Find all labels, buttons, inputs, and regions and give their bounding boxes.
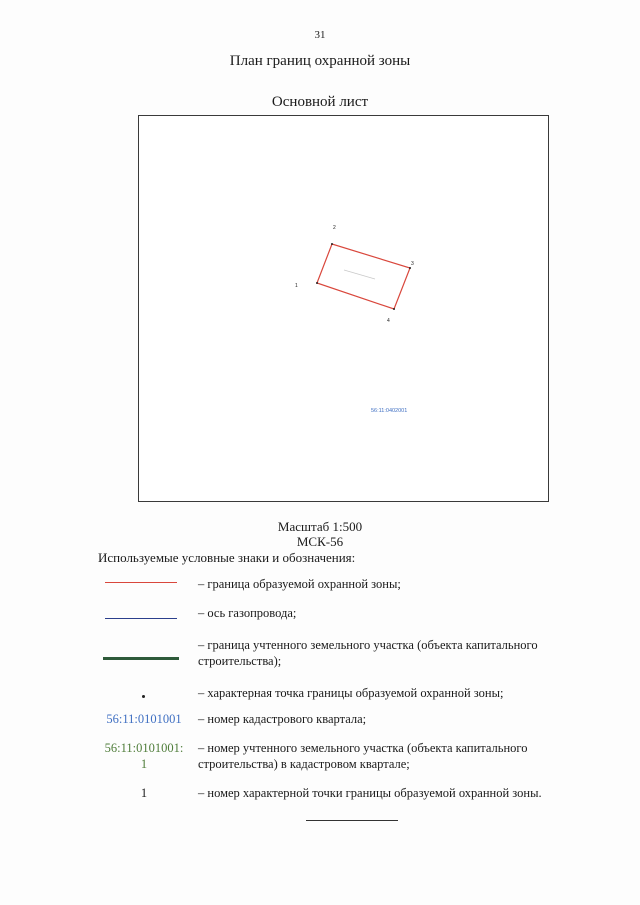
legend-description: – номер характерной точки границы образуемой охранной зоны.: [198, 786, 542, 800]
red-line-symbol: [105, 582, 177, 583]
boundary-point-2: [331, 243, 333, 245]
signature-line: [306, 820, 398, 821]
page-number: 31: [314, 29, 326, 41]
legend-description: – номер кадастрового квартала;: [198, 712, 367, 726]
scale-label: Масштаб 1:500: [277, 519, 363, 534]
cadastral-quarter-symbol: 56:11:0101001: [106, 712, 182, 726]
legend-description: – номер учтенного земельного участка (объекта капитального строительства) в кадастровом квартале;: [198, 741, 528, 771]
legend-description: – характерная точка границы образуемой охранной зоны;: [198, 686, 504, 700]
green-line-symbol: [103, 657, 179, 660]
cadastral-quarter-label: 56:11:0402001: [371, 408, 408, 414]
boundary-point-1: [316, 282, 318, 284]
legend-description: – граница учтенного земельного участка (объекта капитального строительства);: [198, 638, 538, 668]
dot-symbol: [142, 695, 145, 698]
point-label-1: 1: [295, 283, 298, 289]
boundary-point-4: [393, 308, 395, 310]
page-title: План границ охранной зоны: [229, 53, 411, 69]
sheet-title: Основной лист: [271, 94, 369, 110]
point-label-2: 2: [333, 225, 336, 231]
boundary-point-3: [409, 267, 411, 269]
point-number-symbol: 1: [140, 786, 148, 800]
land-plot-number-line2: 1: [140, 757, 148, 771]
land-plot-number-symbol: [96, 740, 192, 772]
map-canvas: [139, 116, 550, 503]
protection-zone-boundary: [317, 244, 410, 309]
gas-pipeline-axis: [344, 270, 375, 279]
land-plot-number-line1: 56:11:0101001:: [104, 741, 184, 755]
map-frame: [138, 115, 549, 502]
point-label-4: 4: [387, 318, 390, 324]
point-label-3: 3: [411, 261, 414, 267]
legend-description: – ось газопровода;: [198, 606, 297, 620]
legend-description: – граница образуемой охранной зоны;: [198, 577, 401, 591]
legend-title: Используемые условные знаки и обозначения:: [98, 550, 356, 565]
coordinate-system-label: МСК-56: [296, 534, 344, 549]
blue-line-symbol: [105, 618, 177, 619]
